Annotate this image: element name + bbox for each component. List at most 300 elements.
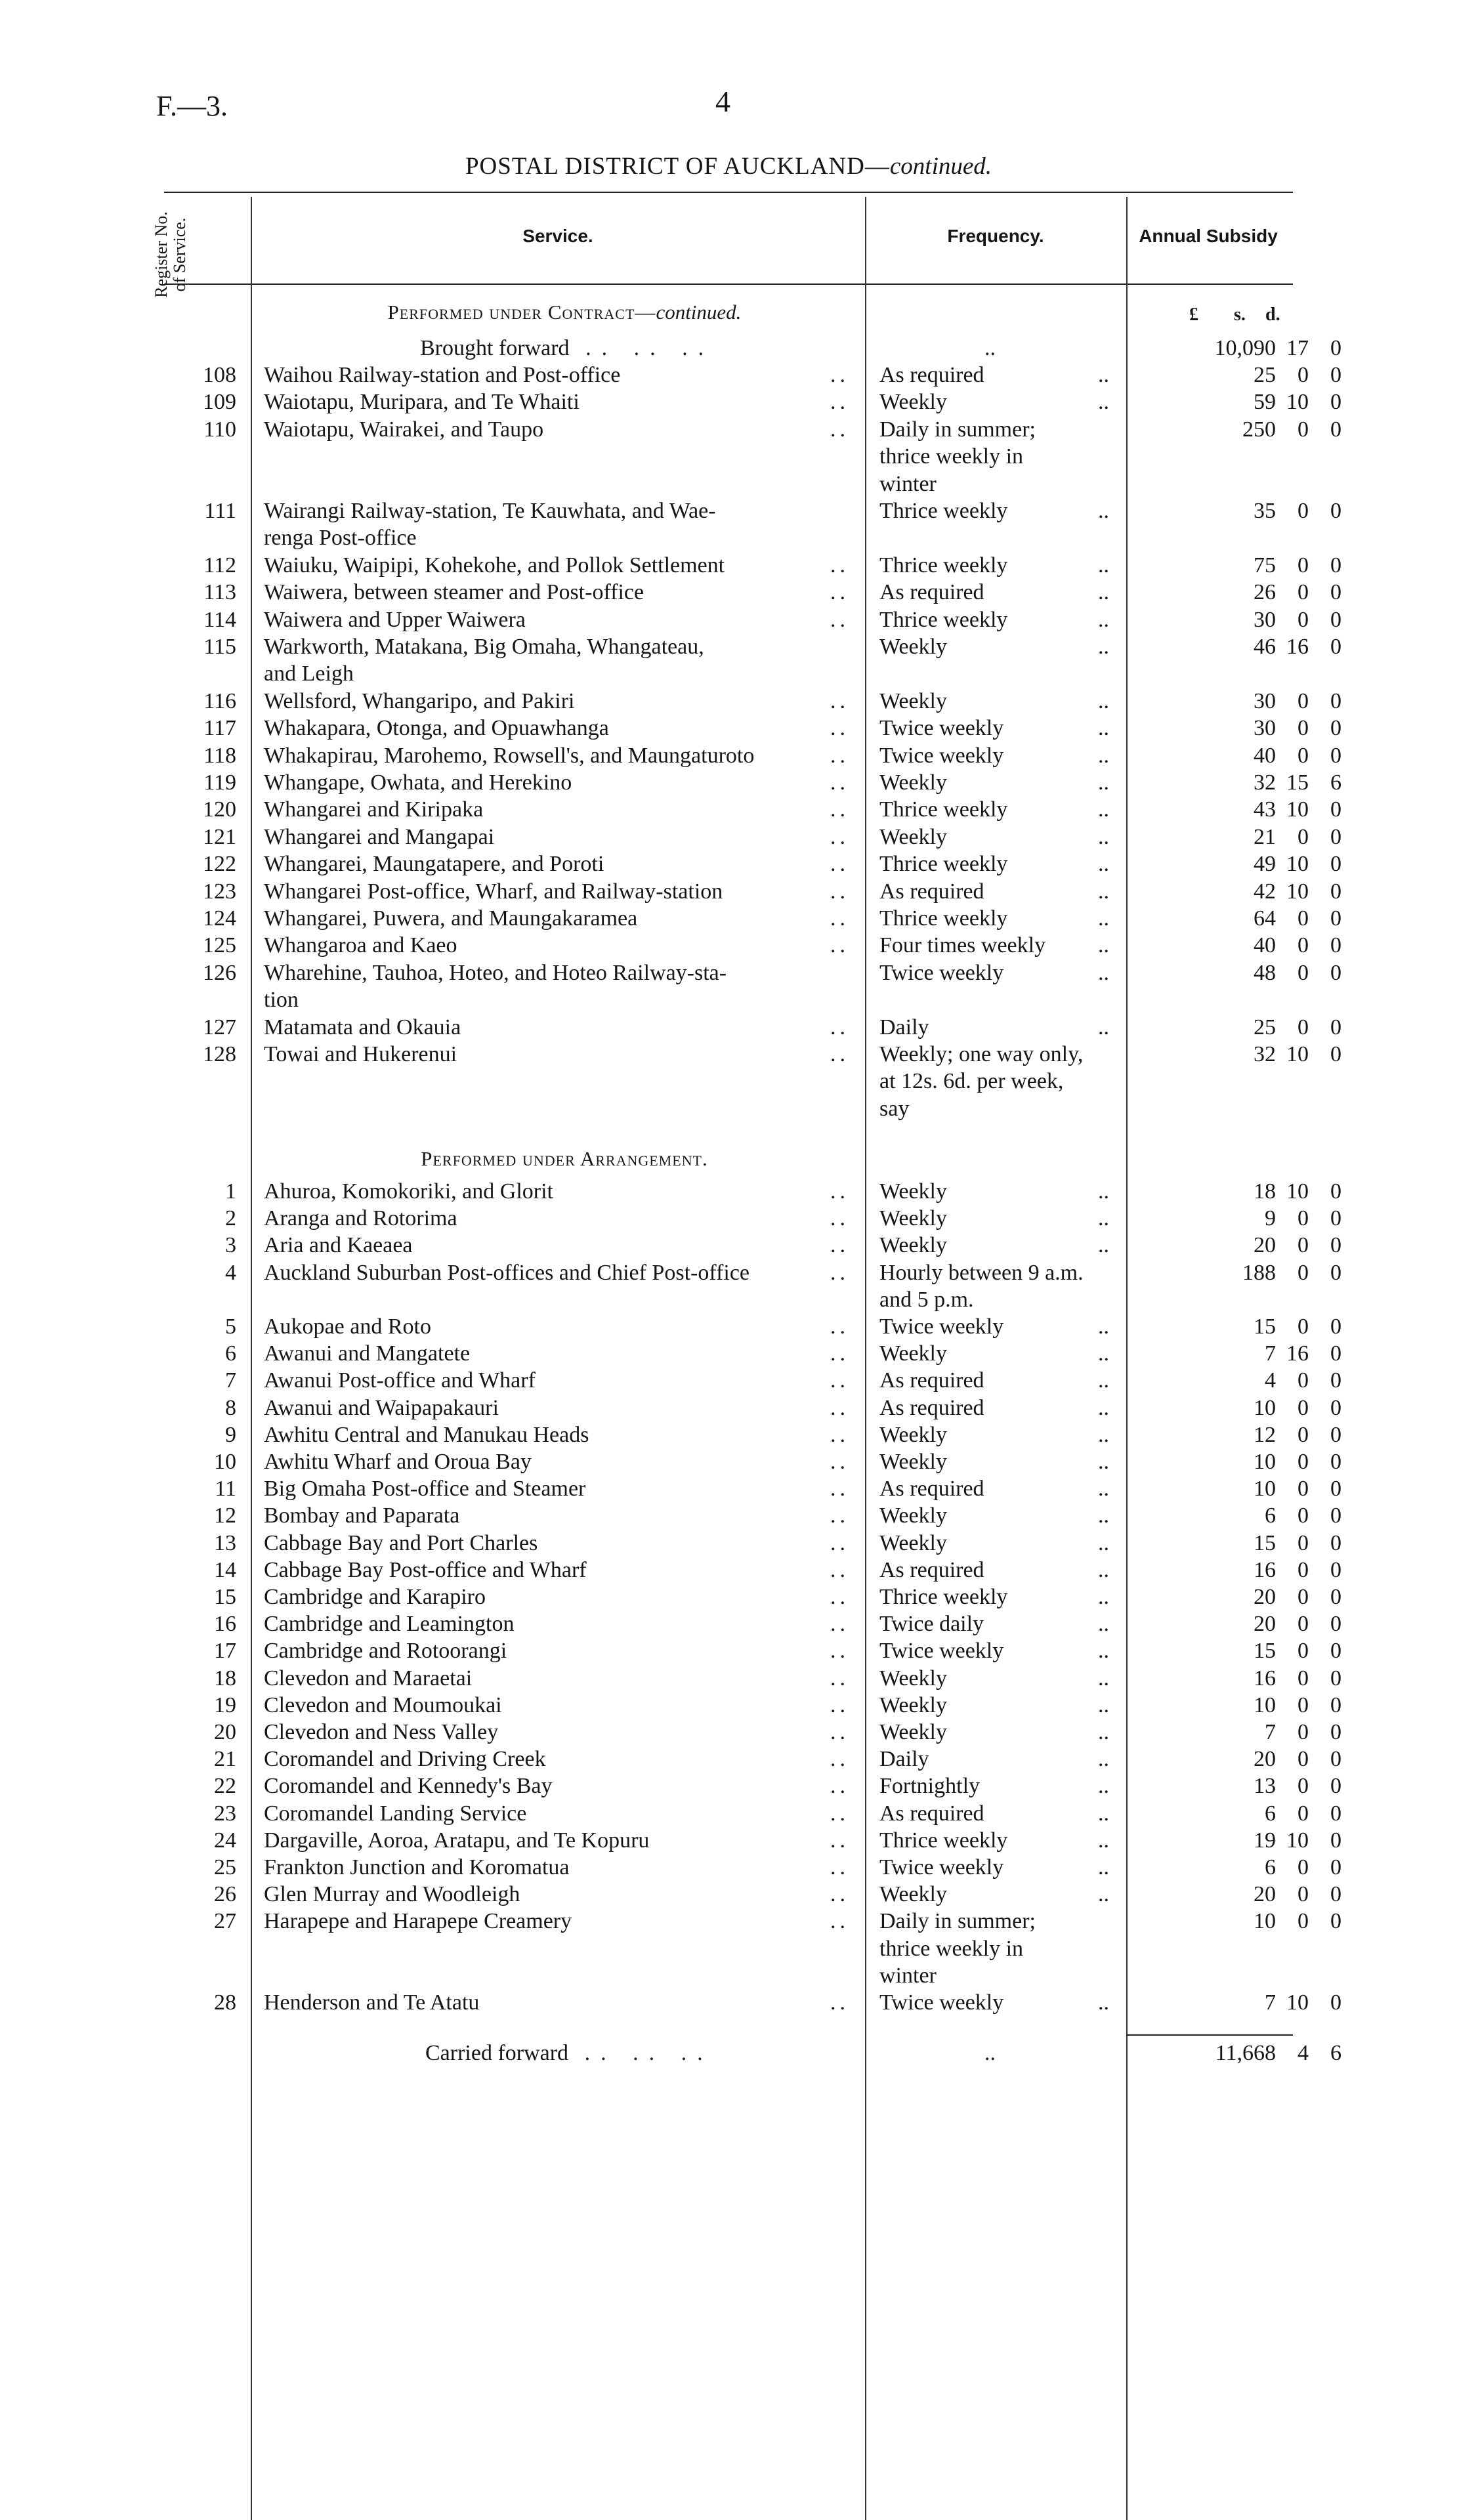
register-number: 18 [214,1666,236,1690]
subsidy-shillings: 0 [1298,743,1309,768]
register-number: 9 [225,1422,236,1447]
service-text: Cabbage Bay Post-office and Wharf .. [264,1557,849,1582]
subsidy-pounds: 32 [1254,1042,1276,1066]
service-text: Whangarei Post-office, Wharf, and Railway-station .. [264,879,849,904]
subsidy-pounds: 42 [1254,879,1276,904]
service-text: Waiotapu, Wairakei, and Taupo .. [264,417,849,442]
subsidy-pence: 0 [1330,1909,1341,1934]
subsidy-shillings: 0 [1298,1015,1309,1040]
subsidy-pence: 0 [1330,1557,1341,1582]
subsidy-pounds: 10 [1254,1450,1276,1474]
register-number: 110 [203,417,236,442]
subsidy-shillings: 10 [1286,797,1309,822]
subsidy-pence: 0 [1330,1639,1341,1664]
service-text: Whangaroa and Kaeo .. [264,933,849,958]
register-number: 118 [203,743,236,768]
register-number: 111 [204,499,236,523]
subsidy-pence: 0 [1330,1828,1341,1853]
register-number: 3 [225,1233,236,1258]
subsidy-pounds: 250 [1242,417,1276,442]
service-text: Clevedon and Maraetai .. [264,1666,849,1690]
register-column-header: Register No. of Service. [152,211,189,298]
subsidy-pence: 0 [1330,688,1341,713]
register-number: 6 [225,1341,236,1366]
frequency-text: As required .. [879,580,1109,605]
subsidy-pounds: 10 [1254,1692,1276,1717]
table-top-rule [164,192,1293,193]
service-text: Awanui and Waipapakauri .. [264,1395,849,1420]
service-text: Whakapara, Otonga, and Opuawhanga .. [264,716,849,741]
service-text: renga Post-office [264,526,417,551]
service-text: Awanui and Mangatete .. [264,1341,849,1366]
frequency-text: Weekly .. [879,770,1109,795]
subsidy-pence: 6 [1330,770,1341,795]
frequency-text: Daily in summer; [879,1909,1036,1934]
frequency-text: Weekly .. [879,1422,1109,1447]
subsidy-pence: 0 [1330,1179,1341,1204]
service-text: Auckland Suburban Post-offices and Chief Post-office .. [264,1260,849,1285]
section-heading-contract: Performed under Contract—continued. [387,301,742,324]
subsidy-pounds: 15 [1254,1639,1276,1664]
frequency-text: Daily .. [879,1747,1109,1772]
frequency-text: As required .. [879,1557,1109,1582]
frequency-text: Thrice weekly .. [879,607,1109,632]
service-text: Clevedon and Moumoukai .. [264,1692,849,1717]
subsidy-pence: 0 [1330,1395,1341,1420]
total-rule [1126,2034,1293,2036]
subsidy-pounds: 20 [1254,1233,1276,1258]
service-text: Clevedon and Ness Valley .. [264,1720,849,1744]
subsidy-shillings: 0 [1298,499,1309,523]
subsidy-pounds: 7 [1265,1720,1276,1744]
section-heading-arrangement: Performed under Arrangement. [421,1147,708,1170]
frequency-text: Twice weekly .. [879,1855,1109,1880]
register-number: 15 [214,1585,236,1609]
service-text: and Leigh [264,662,354,686]
service-text: Aria and Kaeaea .. [264,1233,849,1258]
brought-forward-pounds: 10,090 [1214,336,1276,360]
subsidy-pounds: 30 [1254,607,1276,632]
subsidy-shillings: 0 [1298,716,1309,741]
frequency-text: Twice weekly .. [879,1314,1109,1339]
pence-unit: d. [1265,304,1280,325]
register-number: 19 [214,1692,236,1717]
register-number: 28 [214,1990,236,2015]
carried-forward-pence: 6 [1330,2041,1341,2065]
subsidy-shillings: 10 [1286,879,1309,904]
frequency-text: As required .. [879,879,1109,904]
brought-forward-shillings: 17 [1286,336,1309,360]
register-number: 1 [225,1179,236,1204]
register-number: 26 [214,1882,236,1907]
subsidy-pence: 0 [1330,553,1341,578]
subsidy-shillings: 0 [1298,1612,1309,1637]
frequency-text: winter [879,1963,937,1988]
subsidy-pounds: 75 [1254,553,1276,578]
service-text: tion [264,988,299,1013]
service-text: Wharehine, Tauhoa, Hoteo, and Hoteo Railway-sta- [264,960,727,985]
register-number: 12 [214,1503,236,1528]
service-column-header: Service. [522,226,593,246]
subsidy-pence: 0 [1330,1990,1341,2015]
frequency-text: Thrice weekly .. [879,553,1109,578]
frequency-text: Hourly between 9 a.m. [879,1260,1084,1285]
subsidy-shillings: 0 [1298,1260,1309,1285]
subsidy-pence: 0 [1330,824,1341,849]
subsidy-pence: 0 [1330,1585,1341,1609]
subsidy-pence: 0 [1330,1882,1341,1907]
service-column-rule [865,197,866,2520]
subsidy-pounds: 46 [1254,635,1276,659]
frequency-text: Thrice weekly .. [879,499,1109,523]
subsidy-shillings: 0 [1298,1774,1309,1799]
service-text: Awhitu Wharf and Oroua Bay .. [264,1450,849,1474]
subsidy-shillings: 0 [1298,607,1309,632]
frequency-text: Thrice weekly .. [879,1585,1109,1609]
register-number: 4 [225,1260,236,1285]
subsidy-pence: 0 [1330,852,1341,877]
subsidy-pounds: 43 [1254,797,1276,822]
service-text: Whakapirau, Marohemo, Rowsell's, and Maungaturoto .. [264,743,849,768]
service-text: Big Omaha Post-office and Steamer .. [264,1477,849,1502]
service-text: Coromandel and Kennedy's Bay .. [264,1774,849,1799]
register-number: 115 [203,635,236,659]
brought-forward-frequency: .. [984,336,996,360]
subsidy-pounds: 18 [1254,1179,1276,1204]
service-text: Awhitu Central and Manukau Heads .. [264,1422,849,1447]
frequency-text: thrice weekly in [879,444,1024,469]
table-header-rule [164,284,1293,285]
frequency-text: Weekly .. [879,1666,1109,1690]
subsidy-shillings: 0 [1298,906,1309,931]
subsidy-shillings: 0 [1298,417,1309,442]
subsidy-pounds: 6 [1265,1801,1276,1826]
service-text: Waihou Railway-station and Post-office .. [264,363,849,387]
subsidy-shillings: 16 [1286,635,1309,659]
subsidy-pence: 0 [1330,1422,1341,1447]
register-number: 113 [203,580,236,605]
carried-forward-pounds: 11,668 [1215,2041,1276,2065]
register-number: 27 [214,1909,236,1934]
subsidy-pounds: 15 [1254,1314,1276,1339]
subsidy-pounds: 25 [1254,363,1276,387]
subsidy-pounds: 32 [1254,770,1276,795]
service-text: Whangarei, Puwera, and Maungakaramea .. [264,906,849,931]
subsidy-pounds: 40 [1254,743,1276,768]
page-number: 4 [715,85,730,118]
register-number: 123 [203,879,236,904]
register-number: 22 [214,1774,236,1799]
subsidy-shillings: 10 [1286,1828,1309,1853]
subsidy-pence: 0 [1330,797,1341,822]
subsidy-pounds: 20 [1254,1747,1276,1772]
subsidy-pounds: 10 [1254,1909,1276,1934]
register-number: 17 [214,1639,236,1664]
subsidy-pounds: 20 [1254,1882,1276,1907]
service-text: Harapepe and Harapepe Creamery .. [264,1909,849,1934]
register-number: 20 [214,1720,236,1744]
register-number: 5 [225,1314,236,1339]
register-number: 24 [214,1828,236,1853]
subsidy-pence: 0 [1330,1855,1341,1880]
service-text: Aranga and Rotorima .. [264,1206,849,1231]
register-number: 114 [203,607,236,632]
subsidy-pounds: 20 [1254,1612,1276,1637]
subsidy-pence: 0 [1330,1477,1341,1502]
register-number: 11 [215,1477,236,1502]
subsidy-pounds: 9 [1265,1206,1276,1231]
frequency-text: As required .. [879,1477,1109,1502]
carried-forward-shillings: 4 [1298,2041,1309,2065]
subsidy-pence: 0 [1330,906,1341,931]
subsidy-shillings: 0 [1298,933,1309,958]
subsidy-pence: 0 [1330,1368,1341,1393]
register-number: 16 [214,1612,236,1637]
service-text: Awanui Post-office and Wharf .. [264,1368,849,1393]
subsidy-shillings: 15 [1286,770,1309,795]
subsidy-shillings: 0 [1298,1557,1309,1582]
frequency-text: Fortnightly .. [879,1774,1109,1799]
subsidy-pence: 0 [1330,1450,1341,1474]
register-number: 109 [203,390,236,415]
frequency-text: Weekly .. [879,1720,1109,1744]
service-text: Aukopae and Roto .. [264,1314,849,1339]
service-text: Coromandel and Driving Creek .. [264,1747,849,1772]
service-text: Waiuku, Waipipi, Kohekohe, and Pollok Settlement .. [264,553,849,578]
register-number: 2 [225,1206,236,1231]
frequency-column-header: Frequency. [947,226,1044,246]
brought-forward-label: Brought forward .. .. .. [420,336,715,360]
subsidy-pounds: 6 [1265,1503,1276,1528]
service-text: Cambridge and Leamington .. [264,1612,849,1637]
frequency-text: Weekly .. [879,1692,1109,1717]
frequency-text: As required .. [879,363,1109,387]
register-number: 21 [214,1747,236,1772]
register-number: 126 [203,960,236,985]
subsidy-pounds: 188 [1242,1260,1276,1285]
register-number: 128 [203,1042,236,1066]
frequency-text: Four times weekly .. [879,933,1109,958]
frequency-text: Weekly .. [879,1450,1109,1474]
subsidy-pence: 0 [1330,607,1341,632]
subsidy-shillings: 0 [1298,824,1309,849]
service-text: Waiwera and Upper Waiwera .. [264,607,849,632]
service-text: Whangarei, Maungatapere, and Poroti .. [264,852,849,877]
subsidy-shillings: 10 [1286,1990,1309,2015]
subsidy-shillings: 0 [1298,1909,1309,1934]
service-text: Dargaville, Aoroa, Aratapu, and Te Kopuru .. [264,1828,849,1853]
subsidy-shillings: 0 [1298,1666,1309,1690]
service-text: Whangarei and Kiripaka .. [264,797,849,822]
subsidy-pounds: 35 [1254,499,1276,523]
frequency-text: and 5 p.m. [879,1287,974,1312]
subsidy-shillings: 0 [1298,1368,1309,1393]
frequency-text: Daily in summer; [879,417,1036,442]
subsidy-pence: 0 [1330,1503,1341,1528]
subsidy-shillings: 0 [1298,1206,1309,1231]
frequency-text: Thrice weekly .. [879,1828,1109,1853]
subsidy-pence: 0 [1330,1612,1341,1637]
frequency-text: Weekly .. [879,1882,1109,1907]
subsidy-pence: 0 [1330,1015,1341,1040]
register-number: 14 [214,1557,236,1582]
subsidy-shillings: 0 [1298,1747,1309,1772]
page-title: POSTAL DISTRICT OF AUCKLAND—continued. [465,153,992,180]
subsidy-pounds: 30 [1254,716,1276,741]
frequency-text: thrice weekly in [879,1936,1024,1961]
frequency-text: Twice weekly .. [879,716,1109,741]
frequency-text: Twice weekly .. [879,1639,1109,1664]
subsidy-pounds: 7 [1265,1990,1276,2015]
frequency-text: As required .. [879,1395,1109,1420]
subsidy-shillings: 16 [1286,1341,1309,1366]
carried-forward-label: Carried forward .. .. .. [425,2041,713,2065]
subsidy-shillings: 0 [1298,1422,1309,1447]
frequency-text: Twice weekly .. [879,960,1109,985]
register-number: 10 [214,1450,236,1474]
subsidy-pence: 0 [1330,933,1341,958]
shillings-unit: s. [1234,304,1246,325]
subsidy-pounds: 7 [1265,1341,1276,1366]
subsidy-pence: 0 [1330,363,1341,387]
subsidy-shillings: 0 [1298,688,1309,713]
register-number: 117 [203,716,236,741]
frequency-text: Weekly .. [879,1179,1109,1204]
subsidy-pounds: 40 [1254,933,1276,958]
register-column-rule [251,197,252,2520]
subsidy-pence: 0 [1330,1260,1341,1285]
subsidy-pence: 0 [1330,417,1341,442]
subsidy-pounds: 13 [1254,1774,1276,1799]
frequency-text: say [879,1096,910,1121]
service-text: Warkworth, Matakana, Big Omaha, Whangateau, [264,635,704,659]
subsidy-pence: 0 [1330,1530,1341,1555]
frequency-text: Weekly .. [879,688,1109,713]
subsidy-shillings: 0 [1298,1855,1309,1880]
service-text: Cambridge and Karapiro .. [264,1585,849,1609]
register-number: 108 [203,363,236,387]
subsidy-shillings: 0 [1298,960,1309,985]
subsidy-pounds: 10 [1254,1395,1276,1420]
service-text: Glen Murray and Woodleigh .. [264,1882,849,1907]
subsidy-shillings: 0 [1298,1882,1309,1907]
subsidy-pence: 0 [1330,879,1341,904]
subsidy-pence: 0 [1330,580,1341,605]
service-text: Wairangi Railway-station, Te Kauwhata, and Wae- [264,499,716,523]
subsidy-pence: 0 [1330,499,1341,523]
register-number: 127 [203,1015,236,1040]
subsidy-column-header: Annual Subsidy [1139,226,1278,246]
subsidy-shillings: 0 [1298,1530,1309,1555]
subsidy-pounds: 59 [1254,390,1276,415]
service-text: Frankton Junction and Koromatua .. [264,1855,849,1880]
subsidy-pence: 0 [1330,1692,1341,1717]
subsidy-shillings: 0 [1298,1314,1309,1339]
subsidy-pounds: 26 [1254,580,1276,605]
subsidy-pounds: 64 [1254,906,1276,931]
service-text: Cabbage Bay and Port Charles .. [264,1530,849,1555]
register-number: 112 [203,553,236,578]
frequency-text: As required .. [879,1801,1109,1826]
subsidy-pence: 0 [1330,960,1341,985]
register-number: 25 [214,1855,236,1880]
frequency-text: Weekly .. [879,1530,1109,1555]
register-number: 8 [225,1395,236,1420]
subsidy-shillings: 0 [1298,1720,1309,1744]
subsidy-pence: 0 [1330,1801,1341,1826]
subsidy-pounds: 30 [1254,688,1276,713]
pounds-unit: £ [1189,304,1198,325]
subsidy-pounds: 6 [1265,1855,1276,1880]
subsidy-pence: 0 [1330,1042,1341,1066]
frequency-text: Weekly .. [879,824,1109,849]
register-number: 122 [203,852,236,877]
subsidy-pence: 0 [1330,635,1341,659]
brought-forward-pence: 0 [1330,336,1341,360]
frequency-text: Weekly .. [879,635,1109,659]
frequency-text: Thrice weekly .. [879,852,1109,877]
subsidy-shillings: 0 [1298,1233,1309,1258]
subsidy-pounds: 21 [1254,824,1276,849]
frequency-text: Weekly .. [879,1503,1109,1528]
frequency-text: Thrice weekly .. [879,906,1109,931]
subsidy-shillings: 10 [1286,1179,1309,1204]
service-text: Cambridge and Rotoorangi .. [264,1639,849,1664]
subsidy-shillings: 10 [1286,390,1309,415]
service-text: Henderson and Te Atatu .. [264,1990,849,2015]
subsidy-pounds: 4 [1265,1368,1276,1393]
frequency-text: Daily .. [879,1015,1109,1040]
subsidy-pounds: 12 [1254,1422,1276,1447]
subsidy-shillings: 0 [1298,1639,1309,1664]
service-text: Whangape, Owhata, and Herekino .. [264,770,849,795]
subsidy-pence: 0 [1330,1233,1341,1258]
service-text: Whangarei and Mangapai .. [264,824,849,849]
frequency-text: Twice weekly .. [879,743,1109,768]
subsidy-pence: 0 [1330,1314,1341,1339]
subsidy-pounds: 20 [1254,1585,1276,1609]
frequency-text: Twice daily .. [879,1612,1109,1637]
subsidy-pounds: 25 [1254,1015,1276,1040]
register-number: 23 [214,1801,236,1826]
subsidy-pounds: 10 [1254,1477,1276,1502]
frequency-text: Thrice weekly .. [879,797,1109,822]
subsidy-pence: 0 [1330,1206,1341,1231]
document-code: F.—3. [156,90,228,122]
subsidy-pence: 0 [1330,716,1341,741]
subsidy-shillings: 0 [1298,363,1309,387]
frequency-text: winter [879,471,937,496]
subsidy-pence: 0 [1330,1747,1341,1772]
subsidy-pounds: 16 [1254,1557,1276,1582]
service-text: Towai and Hukerenui .. [264,1042,849,1066]
subsidy-pence: 0 [1330,390,1341,415]
carried-forward-frequency: .. [984,2041,996,2065]
service-text: Coromandel Landing Service .. [264,1801,849,1826]
service-text: Matamata and Okauia .. [264,1015,849,1040]
frequency-text: Twice weekly .. [879,1990,1109,2015]
register-number: 13 [214,1530,236,1555]
subsidy-pounds: 16 [1254,1666,1276,1690]
subsidy-pounds: 19 [1254,1828,1276,1853]
subsidy-shillings: 0 [1298,553,1309,578]
register-number: 121 [203,824,236,849]
subsidy-pence: 0 [1330,1720,1341,1744]
frequency-text: As required .. [879,1368,1109,1393]
subsidy-shillings: 0 [1298,1585,1309,1609]
subsidy-pence: 0 [1330,1341,1341,1366]
subsidy-pence: 0 [1330,1774,1341,1799]
